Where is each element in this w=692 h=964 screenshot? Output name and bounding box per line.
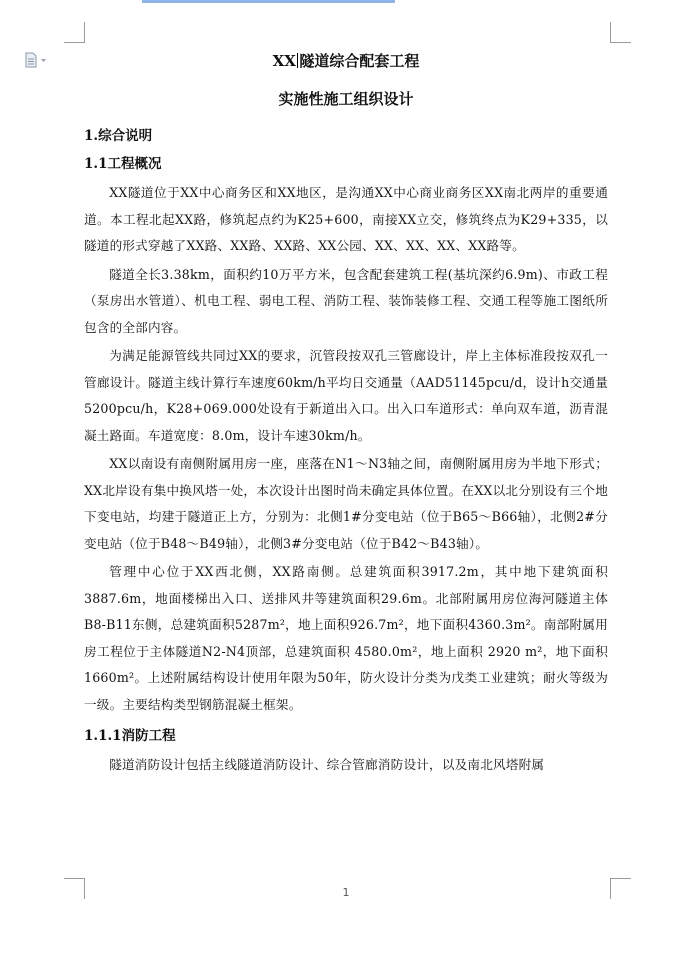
paragraph: 管理中心位于XX西北侧，XX路南侧。总建筑面积3917.2m，其中地下建筑面积3887.6m，地面楼梯出入口、送排风井等建筑面积29.6m。北部附属用房位海河隧道主体B8-B11东侧，总建筑面积5287m²，地上面积926.7m²，地下面积4360.3m²。南部附属用房工程位于主体隧道N2-N4顶部，总建筑面积 4580.0m²，地上面积 2920 m²，地下面积1660m²。上述附属结构设计使用年限为50年，防火设计分类为戊类工业建筑；耐火等级为一级。主要结构类型钢筋混凝土框架。 [84,564,608,712]
heading-1: 1.综合说明 [84,128,153,144]
heading-1-1-1: 1.1.1消防工程 [84,728,176,744]
document-title-text: XX 隧道综合配套工程 [272,52,420,70]
paragraph: 为满足能源管线共同过XX的要求，沉管段按双孔三管廊设计，岸上主体标准段按双孔一管廊设计。隧道主线计算行车速度60km/h平均日交通量（AAD51145pcu/d，设计h交通量5200pcu/h，K28+069.000处设有于新道出入口。出入口车道形式：单向双车道，沥青混凝土路面。车道宽度：8.0m，设计车速30km/h。 [84,348,608,443]
page-corner-mark-top-right [610,22,631,43]
paragraph: XX隧道位于XX中心商务区和XX地区，是沟通XX中心商业商务区XX南北两岸的重要通道。本工程北起XX路，修筑起点约为K25+600，南接XX立交，修筑终点为K29+335，以隧道的形式穿越了XX路、XX路、XX路、XX公园、XX、XX、XX、XX路等。 [84,185,608,253]
window-top-accent [142,0,395,3]
document-body[interactable] [84,46,608,779]
page-number: 1 [342,886,350,899]
document-title[interactable] [84,46,608,76]
paragraph: 隧道消防设计包括主线隧道消防设计、综合管廊消防设计，以及南北风塔附属 [109,757,545,772]
paragraph: 隧道全长3.38km，面积约10万平方米，包含配套建筑工程(基坑深约6.9m)、市政工程（泵房出水管道）、机电工程、弱电工程、消防工程、装饰装修工程、交通工程等施工图纸所包含的全部内容。 [84,266,608,335]
text-cursor [297,53,299,68]
paragraph: XX以南设有南侧附属用房一座，座落在N1～N3轴之间，南侧附属用房为半地下形式；XX北岸设有集中换风塔一处，本次设计出图时尚未确定具体位置。在XX以北分别设有三个地下变电站，均建于隧道正上方，分别为：北侧1#分变电站（位于B65～B66轴），北侧2#分变电站（位于B48～B49轴），北侧3#分变电站（位于B42～B43轴）。 [84,456,608,551]
document-subtitle: 实施性施工组织设计 [278,90,414,108]
page-corner-mark-top-left [64,22,85,43]
document-icon[interactable] [25,52,49,68]
heading-1-1: 1.1工程概况 [84,156,162,172]
